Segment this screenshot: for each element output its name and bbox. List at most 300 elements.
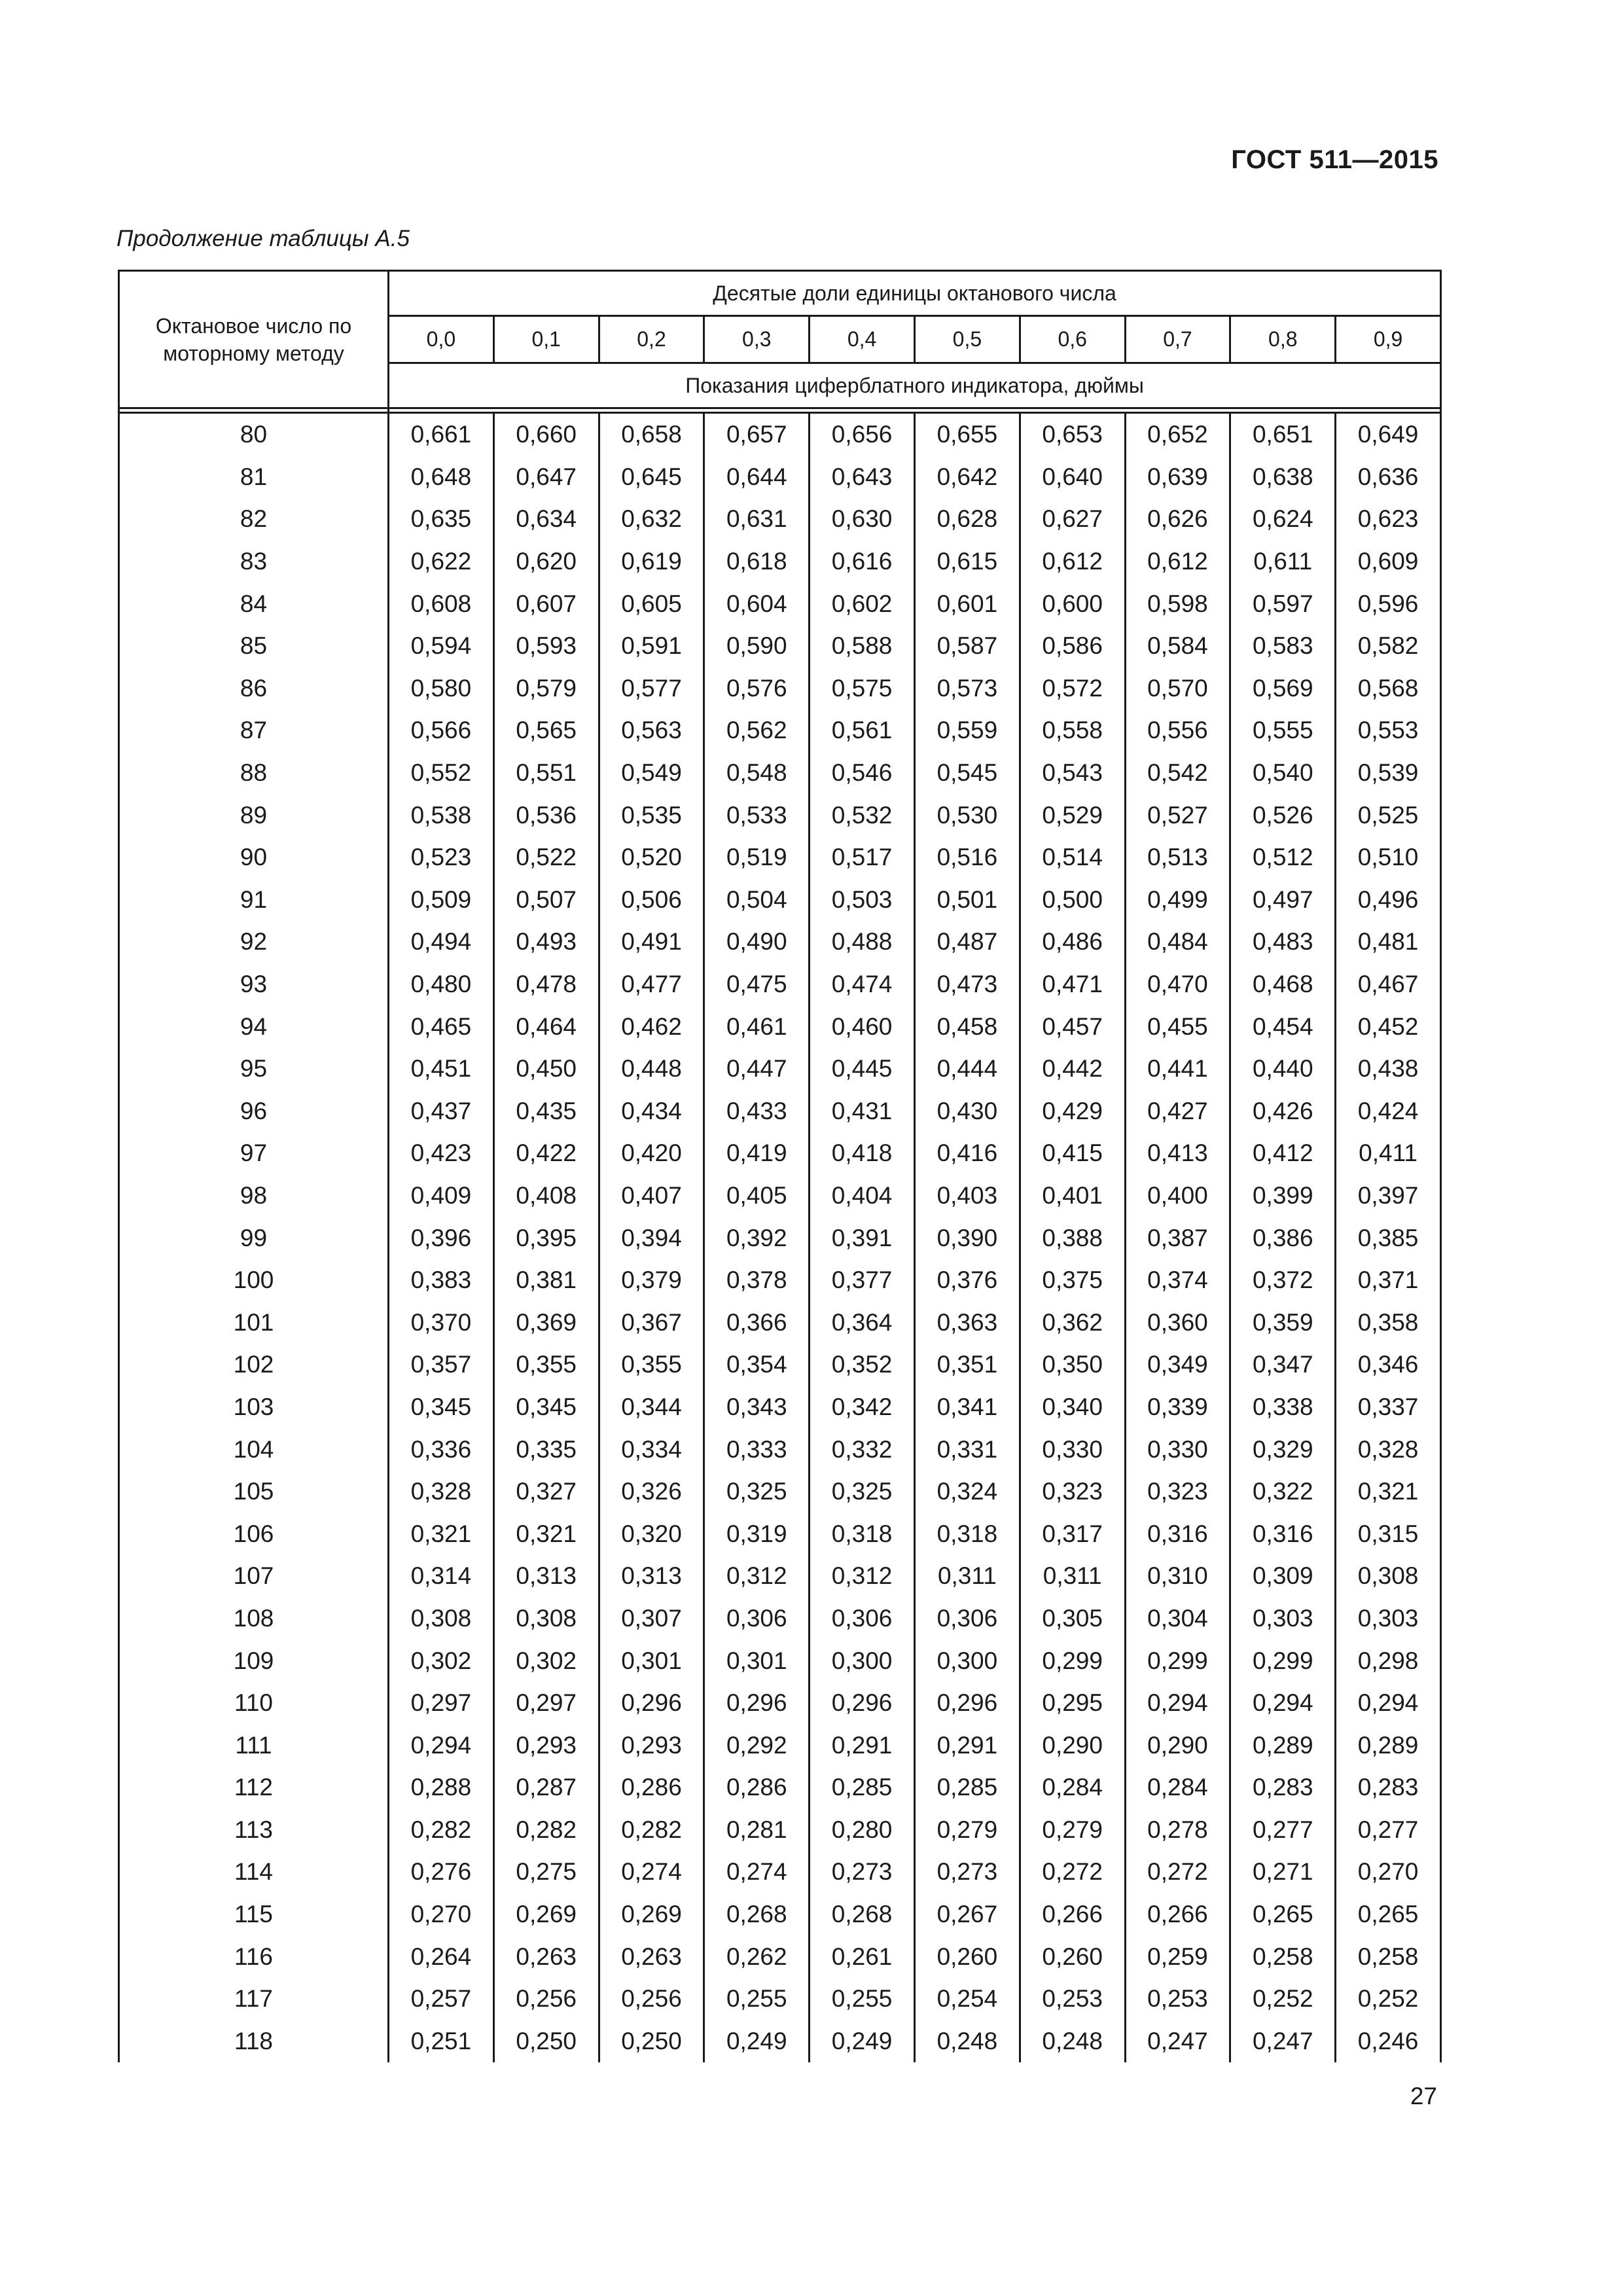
- indicator-value-cell: 0,284: [1125, 1767, 1230, 1809]
- indicator-value-cell: 0,290: [1125, 1724, 1230, 1767]
- indicator-value-cell: 0,444: [914, 1048, 1020, 1090]
- indicator-value-cell: 0,374: [1125, 1259, 1230, 1302]
- indicator-value-cell: 0,284: [1020, 1767, 1125, 1809]
- indicator-value-cell: 0,639: [1125, 456, 1230, 499]
- octane-number-cell: 96: [119, 1090, 389, 1133]
- indicator-value-cell: 0,283: [1336, 1767, 1441, 1809]
- indicator-value-cell: 0,344: [599, 1386, 704, 1429]
- indicator-value-cell: 0,260: [1020, 1935, 1125, 1978]
- indicator-value-cell: 0,300: [914, 1640, 1020, 1682]
- indicator-value-cell: 0,503: [810, 879, 915, 922]
- indicator-value-cell: 0,314: [389, 1555, 494, 1598]
- indicator-value-cell: 0,504: [704, 879, 810, 922]
- indicator-value-cell: 0,307: [599, 1598, 704, 1640]
- indicator-value-cell: 0,536: [493, 794, 599, 836]
- table-row: [119, 413, 1441, 456]
- column-header: 0,2: [599, 316, 704, 363]
- indicator-value-cell: 0,569: [1230, 668, 1336, 710]
- indicator-value-cell: 0,367: [599, 1301, 704, 1344]
- indicator-value-cell: 0,369: [493, 1301, 599, 1344]
- indicator-value-cell: 0,346: [1336, 1344, 1441, 1386]
- indicator-value-cell: 0,258: [1230, 1935, 1336, 1978]
- indicator-value-cell: 0,471: [1020, 963, 1125, 1006]
- indicator-value-cell: 0,295: [1020, 1682, 1125, 1725]
- indicator-value-cell: 0,601: [914, 583, 1020, 625]
- indicator-value-cell: 0,405: [704, 1175, 810, 1217]
- indicator-value-cell: 0,553: [1336, 709, 1441, 752]
- indicator-value-cell: 0,285: [810, 1767, 915, 1809]
- indicator-value-cell: 0,322: [1230, 1471, 1336, 1513]
- indicator-value-cell: 0,246: [1336, 2020, 1441, 2063]
- indicator-value-cell: 0,462: [599, 1005, 704, 1048]
- indicator-value-cell: 0,343: [704, 1386, 810, 1429]
- indicator-value-cell: 0,254: [914, 1978, 1020, 2020]
- octane-number-cell: 87: [119, 709, 389, 752]
- indicator-value-cell: 0,299: [1125, 1640, 1230, 1682]
- indicator-value-cell: 0,279: [914, 1809, 1020, 1852]
- column-header: 0,6: [1020, 316, 1125, 363]
- indicator-value-cell: 0,375: [1020, 1259, 1125, 1302]
- indicator-value-cell: 0,321: [389, 1513, 494, 1555]
- indicator-value-cell: 0,268: [810, 1893, 915, 1936]
- indicator-value-cell: 0,396: [389, 1217, 494, 1259]
- indicator-value-cell: 0,570: [1125, 668, 1230, 710]
- indicator-value-cell: 0,289: [1230, 1724, 1336, 1767]
- indicator-value-cell: 0,377: [810, 1259, 915, 1302]
- indicator-value-cell: 0,411: [1336, 1132, 1441, 1175]
- indicator-value-cell: 0,299: [1020, 1640, 1125, 1682]
- indicator-value-cell: 0,267: [914, 1893, 1020, 1936]
- octane-number-cell: 100: [119, 1259, 389, 1302]
- indicator-value-cell: 0,333: [704, 1428, 810, 1471]
- indicator-value-cell: 0,530: [914, 794, 1020, 836]
- indicator-value-cell: 0,657: [704, 413, 810, 456]
- octane-number-cell: 90: [119, 836, 389, 879]
- indicator-value-cell: 0,480: [389, 963, 494, 1006]
- indicator-value-cell: 0,593: [493, 625, 599, 668]
- indicator-value-cell: 0,378: [704, 1259, 810, 1302]
- indicator-value-cell: 0,379: [599, 1259, 704, 1302]
- indicator-value-cell: 0,565: [493, 709, 599, 752]
- indicator-value-cell: 0,488: [810, 921, 915, 963]
- indicator-value-cell: 0,297: [493, 1682, 599, 1725]
- indicator-value-cell: 0,587: [914, 625, 1020, 668]
- indicator-value-cell: 0,250: [599, 2020, 704, 2063]
- table-row: [119, 498, 1441, 541]
- octane-number-cell: 101: [119, 1301, 389, 1344]
- octane-number-cell: 112: [119, 1767, 389, 1809]
- indicator-value-cell: 0,527: [1125, 794, 1230, 836]
- octane-number-cell: 116: [119, 1935, 389, 1978]
- indicator-value-cell: 0,268: [704, 1893, 810, 1936]
- indicator-value-cell: 0,320: [599, 1513, 704, 1555]
- indicator-value-cell: 0,296: [914, 1682, 1020, 1725]
- indicator-value-cell: 0,426: [1230, 1090, 1336, 1133]
- indicator-value-cell: 0,260: [914, 1935, 1020, 1978]
- indicator-value-cell: 0,583: [1230, 625, 1336, 668]
- indicator-value-cell: 0,512: [1230, 836, 1336, 879]
- table-row: [119, 1851, 1441, 1893]
- indicator-value-cell: 0,342: [810, 1386, 915, 1429]
- indicator-value-cell: 0,271: [1230, 1851, 1336, 1893]
- indicator-value-cell: 0,401: [1020, 1175, 1125, 1217]
- indicator-value-cell: 0,661: [389, 413, 494, 456]
- indicator-value-cell: 0,315: [1336, 1513, 1441, 1555]
- indicator-value-cell: 0,598: [1125, 583, 1230, 625]
- indicator-value-cell: 0,321: [493, 1513, 599, 1555]
- table-row: [119, 1893, 1441, 1936]
- indicator-value-cell: 0,355: [493, 1344, 599, 1386]
- indicator-value-cell: 0,474: [810, 963, 915, 1006]
- indicator-value-cell: 0,644: [704, 456, 810, 499]
- octane-number-cell: 83: [119, 541, 389, 583]
- indicator-value-cell: 0,623: [1336, 498, 1441, 541]
- indicator-value-cell: 0,496: [1336, 879, 1441, 922]
- indicator-value-cell: 0,318: [914, 1513, 1020, 1555]
- indicator-value-cell: 0,316: [1230, 1513, 1336, 1555]
- indicator-value-cell: 0,513: [1125, 836, 1230, 879]
- table-row: [119, 1724, 1441, 1767]
- indicator-value-cell: 0,409: [389, 1175, 494, 1217]
- indicator-value-cell: 0,326: [599, 1471, 704, 1513]
- indicator-value-cell: 0,640: [1020, 456, 1125, 499]
- indicator-value-cell: 0,450: [493, 1048, 599, 1090]
- octane-number-cell: 98: [119, 1175, 389, 1217]
- indicator-value-cell: 0,429: [1020, 1090, 1125, 1133]
- indicator-value-cell: 0,332: [810, 1428, 915, 1471]
- indicator-value-cell: 0,349: [1125, 1344, 1230, 1386]
- indicator-value-cell: 0,310: [1125, 1555, 1230, 1598]
- octane-number-cell: 102: [119, 1344, 389, 1386]
- table-row: [119, 2020, 1441, 2063]
- indicator-value-cell: 0,385: [1336, 1217, 1441, 1259]
- indicator-value-cell: 0,347: [1230, 1344, 1336, 1386]
- indicator-value-cell: 0,269: [599, 1893, 704, 1936]
- indicator-value-cell: 0,561: [810, 709, 915, 752]
- indicator-value-cell: 0,597: [1230, 583, 1336, 625]
- indicator-value-cell: 0,301: [704, 1640, 810, 1682]
- indicator-value-cell: 0,638: [1230, 456, 1336, 499]
- indicator-value-cell: 0,258: [1336, 1935, 1441, 1978]
- indicator-value-cell: 0,651: [1230, 413, 1336, 456]
- indicator-value-cell: 0,400: [1125, 1175, 1230, 1217]
- indicator-value-cell: 0,653: [1020, 413, 1125, 456]
- indicator-value-cell: 0,399: [1230, 1175, 1336, 1217]
- indicator-value-cell: 0,507: [493, 879, 599, 922]
- indicator-value-cell: 0,282: [493, 1809, 599, 1852]
- indicator-value-cell: 0,404: [810, 1175, 915, 1217]
- octane-number-cell: 81: [119, 456, 389, 499]
- indicator-value-cell: 0,434: [599, 1090, 704, 1133]
- indicator-value-cell: 0,516: [914, 836, 1020, 879]
- indicator-value-cell: 0,355: [599, 1344, 704, 1386]
- indicator-value-cell: 0,330: [1020, 1428, 1125, 1471]
- indicator-value-cell: 0,274: [599, 1851, 704, 1893]
- octane-number-cell: 82: [119, 498, 389, 541]
- indicator-value-cell: 0,611: [1230, 541, 1336, 583]
- row-header-octane: Октановое число по моторному методу: [119, 271, 389, 408]
- indicator-value-cell: 0,308: [1336, 1555, 1441, 1598]
- octane-number-cell: 104: [119, 1428, 389, 1471]
- indicator-value-cell: 0,427: [1125, 1090, 1230, 1133]
- indicator-value-cell: 0,563: [599, 709, 704, 752]
- indicator-value-cell: 0,269: [493, 1893, 599, 1936]
- octane-number-cell: 115: [119, 1893, 389, 1936]
- indicator-value-cell: 0,591: [599, 625, 704, 668]
- indicator-value-cell: 0,278: [1125, 1809, 1230, 1852]
- octane-number-cell: 111: [119, 1724, 389, 1767]
- indicator-value-cell: 0,370: [389, 1301, 494, 1344]
- table-row: [119, 752, 1441, 795]
- indicator-value-cell: 0,596: [1336, 583, 1441, 625]
- indicator-value-cell: 0,272: [1125, 1851, 1230, 1893]
- indicator-value-cell: 0,635: [389, 498, 494, 541]
- table-row: [119, 879, 1441, 922]
- indicator-value-cell: 0,391: [810, 1217, 915, 1259]
- indicator-value-cell: 0,532: [810, 794, 915, 836]
- indicator-value-cell: 0,604: [704, 583, 810, 625]
- indicator-value-cell: 0,477: [599, 963, 704, 1006]
- indicator-value-cell: 0,647: [493, 456, 599, 499]
- indicator-value-cell: 0,555: [1230, 709, 1336, 752]
- indicator-value-cell: 0,328: [389, 1471, 494, 1513]
- column-header: 0,8: [1230, 316, 1336, 363]
- indicator-value-cell: 0,362: [1020, 1301, 1125, 1344]
- indicator-value-cell: 0,558: [1020, 709, 1125, 752]
- indicator-value-cell: 0,433: [704, 1090, 810, 1133]
- table-row: [119, 1555, 1441, 1598]
- indicator-value-cell: 0,335: [493, 1428, 599, 1471]
- indicator-value-cell: 0,296: [599, 1682, 704, 1725]
- indicator-value-cell: 0,626: [1125, 498, 1230, 541]
- indicator-value-cell: 0,460: [810, 1005, 915, 1048]
- indicator-value-cell: 0,306: [914, 1598, 1020, 1640]
- indicator-value-cell: 0,288: [389, 1767, 494, 1809]
- indicator-value-cell: 0,334: [599, 1428, 704, 1471]
- octane-number-cell: 84: [119, 583, 389, 625]
- indicator-value-cell: 0,424: [1336, 1090, 1441, 1133]
- indicator-value-cell: 0,290: [1020, 1724, 1125, 1767]
- indicator-value-cell: 0,655: [914, 413, 1020, 456]
- table-row: [119, 1259, 1441, 1302]
- indicator-value-cell: 0,522: [493, 836, 599, 879]
- indicator-value-cell: 0,656: [810, 413, 915, 456]
- indicator-value-cell: 0,551: [493, 752, 599, 795]
- indicator-value-cell: 0,266: [1125, 1893, 1230, 1936]
- table-body: [119, 413, 1441, 2063]
- indicator-value-cell: 0,337: [1336, 1386, 1441, 1429]
- indicator-value-cell: 0,609: [1336, 541, 1441, 583]
- column-header: 0,7: [1125, 316, 1230, 363]
- indicator-value-cell: 0,447: [704, 1048, 810, 1090]
- table-row: [119, 1513, 1441, 1555]
- indicator-value-cell: 0,256: [493, 1978, 599, 2020]
- indicator-value-cell: 0,419: [704, 1132, 810, 1175]
- table-row: [119, 1132, 1441, 1175]
- table-caption: Продолжение таблицы А.5: [116, 226, 410, 251]
- group-header-tenths: Десятые доли единицы октанового числа: [389, 271, 1441, 316]
- indicator-value-cell: 0,264: [389, 1935, 494, 1978]
- indicator-value-cell: 0,263: [599, 1935, 704, 1978]
- indicator-value-cell: 0,297: [389, 1682, 494, 1725]
- indicator-value-cell: 0,442: [1020, 1048, 1125, 1090]
- table-row: [119, 794, 1441, 836]
- indicator-value-cell: 0,350: [1020, 1344, 1125, 1386]
- table-row: [119, 1048, 1441, 1090]
- indicator-value-cell: 0,475: [704, 963, 810, 1006]
- indicator-value-cell: 0,336: [389, 1428, 494, 1471]
- indicator-value-cell: 0,523: [389, 836, 494, 879]
- indicator-value-cell: 0,296: [810, 1682, 915, 1725]
- indicator-value-cell: 0,562: [704, 709, 810, 752]
- indicator-value-cell: 0,263: [493, 1935, 599, 1978]
- table-row: [119, 1090, 1441, 1133]
- indicator-value-cell: 0,649: [1336, 413, 1441, 456]
- table-row: [119, 1217, 1441, 1259]
- column-header: 0,1: [493, 316, 599, 363]
- indicator-value-cell: 0,363: [914, 1301, 1020, 1344]
- indicator-value-cell: 0,584: [1125, 625, 1230, 668]
- indicator-value-cell: 0,390: [914, 1217, 1020, 1259]
- octane-number-cell: 97: [119, 1132, 389, 1175]
- indicator-value-cell: 0,464: [493, 1005, 599, 1048]
- indicator-value-cell: 0,282: [389, 1809, 494, 1852]
- indicator-value-cell: 0,286: [599, 1767, 704, 1809]
- indicator-value-cell: 0,658: [599, 413, 704, 456]
- indicator-value-cell: 0,452: [1336, 1005, 1441, 1048]
- indicator-value-cell: 0,340: [1020, 1386, 1125, 1429]
- indicator-value-cell: 0,454: [1230, 1005, 1336, 1048]
- indicator-value-cell: 0,525: [1336, 794, 1441, 836]
- table-row: [119, 583, 1441, 625]
- indicator-value-cell: 0,294: [389, 1724, 494, 1767]
- octane-number-cell: 106: [119, 1513, 389, 1555]
- indicator-value-cell: 0,430: [914, 1090, 1020, 1133]
- indicator-value-cell: 0,274: [704, 1851, 810, 1893]
- indicator-value-cell: 0,588: [810, 625, 915, 668]
- indicator-value-cell: 0,395: [493, 1217, 599, 1259]
- column-header: 0,5: [914, 316, 1020, 363]
- table-row: [119, 625, 1441, 668]
- indicator-value-cell: 0,493: [493, 921, 599, 963]
- indicator-value-cell: 0,501: [914, 879, 1020, 922]
- page-number: 27: [1410, 2083, 1437, 2109]
- indicator-value-cell: 0,249: [810, 2020, 915, 2063]
- document-code: ГОСТ 511—2015: [1231, 145, 1438, 174]
- indicator-value-cell: 0,519: [704, 836, 810, 879]
- indicator-value-cell: 0,371: [1336, 1259, 1441, 1302]
- indicator-value-cell: 0,416: [914, 1132, 1020, 1175]
- indicator-value-cell: 0,437: [389, 1090, 494, 1133]
- indicator-value-cell: 0,309: [1230, 1555, 1336, 1598]
- indicator-value-cell: 0,292: [704, 1724, 810, 1767]
- indicator-value-cell: 0,548: [704, 752, 810, 795]
- indicator-value-cell: 0,318: [810, 1513, 915, 1555]
- table-row: [119, 1682, 1441, 1725]
- indicator-value-cell: 0,312: [704, 1555, 810, 1598]
- indicator-value-cell: 0,277: [1230, 1809, 1336, 1852]
- column-header: 0,4: [810, 316, 915, 363]
- indicator-value-cell: 0,325: [810, 1471, 915, 1513]
- octane-table: [118, 270, 1442, 2062]
- indicator-value-cell: 0,306: [704, 1598, 810, 1640]
- indicator-value-cell: 0,491: [599, 921, 704, 963]
- indicator-value-cell: 0,248: [1020, 2020, 1125, 2063]
- indicator-value-cell: 0,308: [493, 1598, 599, 1640]
- column-header: 0,9: [1336, 316, 1441, 363]
- indicator-value-cell: 0,273: [914, 1851, 1020, 1893]
- indicator-value-cell: 0,407: [599, 1175, 704, 1217]
- indicator-value-cell: 0,328: [1336, 1428, 1441, 1471]
- indicator-value-cell: 0,294: [1230, 1682, 1336, 1725]
- indicator-value-cell: 0,418: [810, 1132, 915, 1175]
- indicator-value-cell: 0,602: [810, 583, 915, 625]
- indicator-value-cell: 0,351: [914, 1344, 1020, 1386]
- table-row: [119, 921, 1441, 963]
- indicator-value-cell: 0,568: [1336, 668, 1441, 710]
- table-row: [119, 836, 1441, 879]
- indicator-value-cell: 0,261: [810, 1935, 915, 1978]
- table-row: [119, 1301, 1441, 1344]
- indicator-value-cell: 0,265: [1230, 1893, 1336, 1936]
- indicator-value-cell: 0,458: [914, 1005, 1020, 1048]
- indicator-value-cell: 0,608: [389, 583, 494, 625]
- octane-number-cell: 88: [119, 752, 389, 795]
- indicator-value-cell: 0,579: [493, 668, 599, 710]
- column-header: 0,3: [704, 316, 810, 363]
- indicator-value-cell: 0,259: [1125, 1935, 1230, 1978]
- indicator-value-cell: 0,283: [1230, 1767, 1336, 1809]
- indicator-value-cell: 0,262: [704, 1935, 810, 1978]
- indicator-value-cell: 0,620: [493, 541, 599, 583]
- indicator-value-cell: 0,624: [1230, 498, 1336, 541]
- indicator-value-cell: 0,632: [599, 498, 704, 541]
- indicator-value-cell: 0,277: [1336, 1809, 1441, 1852]
- table-row: [119, 1640, 1441, 1682]
- indicator-value-cell: 0,499: [1125, 879, 1230, 922]
- indicator-value-cell: 0,251: [389, 2020, 494, 2063]
- indicator-value-cell: 0,540: [1230, 752, 1336, 795]
- indicator-value-cell: 0,279: [1020, 1809, 1125, 1852]
- indicator-value-cell: 0,556: [1125, 709, 1230, 752]
- octane-number-cell: 91: [119, 879, 389, 922]
- indicator-value-cell: 0,615: [914, 541, 1020, 583]
- indicator-value-cell: 0,316: [1125, 1513, 1230, 1555]
- indicator-value-cell: 0,272: [1020, 1851, 1125, 1893]
- indicator-value-cell: 0,441: [1125, 1048, 1230, 1090]
- indicator-value-cell: 0,304: [1125, 1598, 1230, 1640]
- octane-number-cell: 89: [119, 794, 389, 836]
- indicator-value-cell: 0,293: [599, 1724, 704, 1767]
- indicator-value-cell: 0,590: [704, 625, 810, 668]
- indicator-value-cell: 0,566: [389, 709, 494, 752]
- indicator-value-cell: 0,294: [1125, 1682, 1230, 1725]
- indicator-value-cell: 0,573: [914, 668, 1020, 710]
- indicator-value-cell: 0,586: [1020, 625, 1125, 668]
- indicator-value-cell: 0,634: [493, 498, 599, 541]
- indicator-value-cell: 0,345: [493, 1386, 599, 1429]
- indicator-value-cell: 0,303: [1336, 1598, 1441, 1640]
- indicator-value-cell: 0,247: [1230, 2020, 1336, 2063]
- indicator-value-cell: 0,533: [704, 794, 810, 836]
- indicator-value-cell: 0,345: [389, 1386, 494, 1429]
- indicator-value-cell: 0,338: [1230, 1386, 1336, 1429]
- indicator-value-cell: 0,552: [389, 752, 494, 795]
- indicator-value-cell: 0,616: [810, 541, 915, 583]
- octane-number-cell: 80: [119, 413, 389, 456]
- indicator-value-cell: 0,386: [1230, 1217, 1336, 1259]
- indicator-value-cell: 0,291: [914, 1724, 1020, 1767]
